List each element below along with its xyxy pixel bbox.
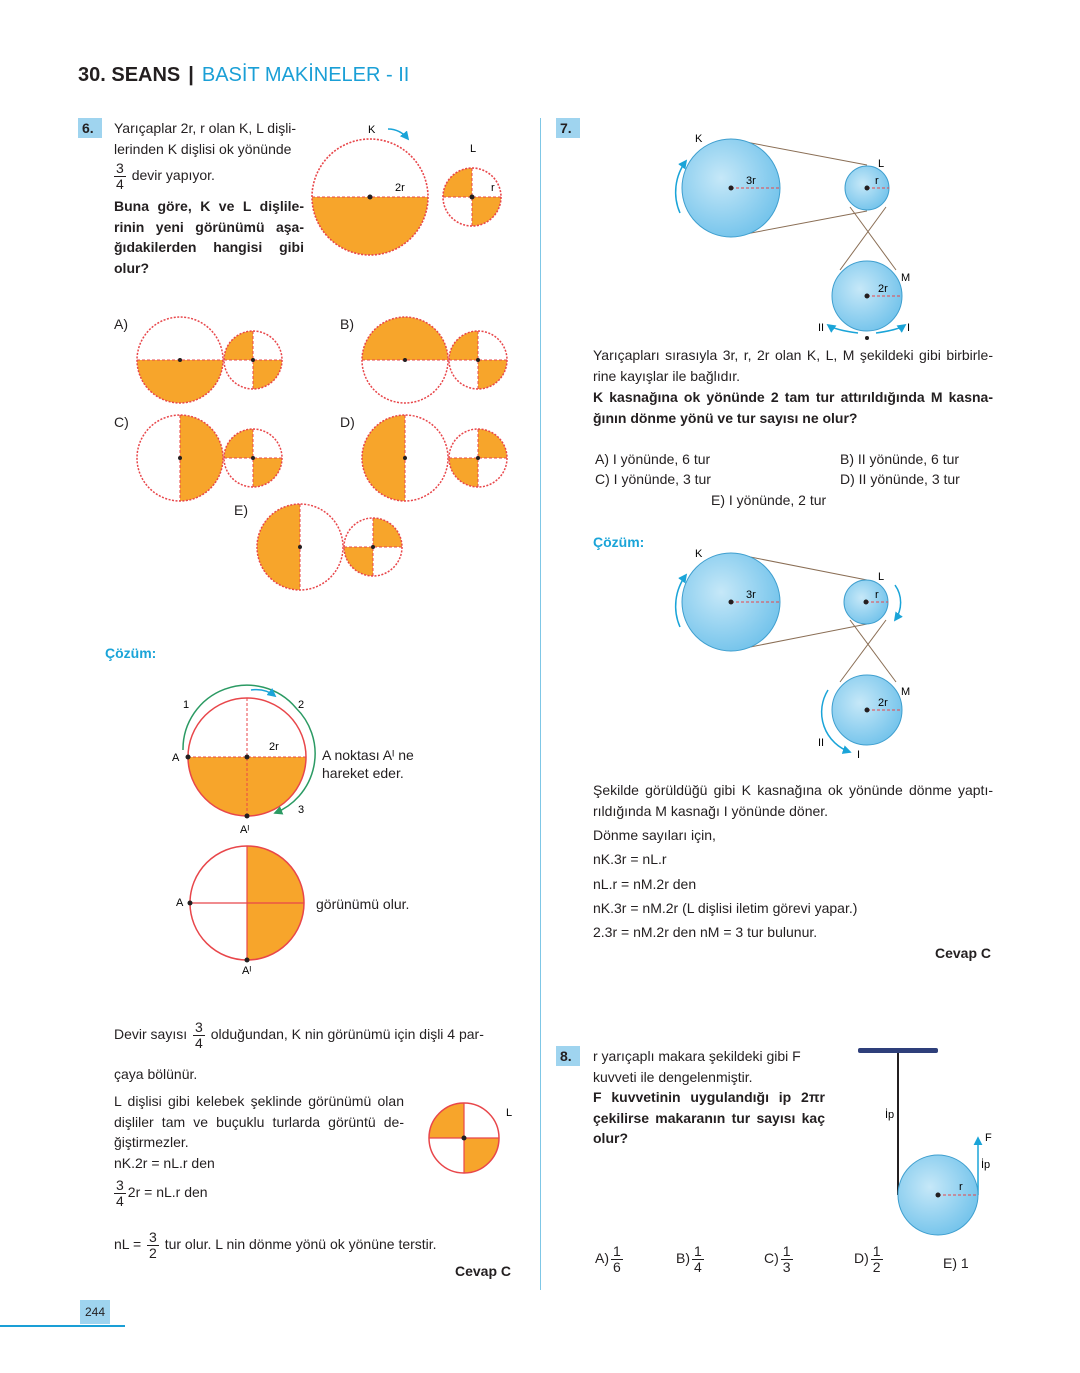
svg-text:1: 1	[183, 699, 190, 711]
svg-text:F: F	[985, 1132, 992, 1144]
svg-text:L: L	[506, 1107, 513, 1119]
q6-gears-figure	[300, 115, 530, 265]
q8-option-a[interactable]: A) $\frac{1}{6}$	[595, 1243, 621, 1275]
q6-option-c-figure[interactable]	[130, 410, 290, 510]
sol6-equation-2: $\frac{3}{4}$ 2r = nL.r den	[116, 1177, 208, 1209]
q6-option-a-figure[interactable]	[130, 312, 290, 412]
q6-option-c-label[interactable]: C)	[114, 414, 129, 430]
svg-text:II: II	[818, 737, 825, 749]
sol6-paragraph-1: Devir sayısı $\frac{3}{4}$ olduğundan, K nin görünümü için dişli 4 par-	[114, 1019, 484, 1051]
svg-text:İp: İp	[981, 1159, 991, 1171]
q6-bold-question: Buna göre, K ve L dişlile- rinin yeni görünümü aşa- ğıdakilerden hangisi gibi olur?	[114, 198, 304, 276]
q7-option-d[interactable]: D) II yönünde, 3 tur	[840, 471, 960, 487]
q8-pulley-figure	[845, 1040, 995, 1245]
sol6-caption-1: A noktası Aᴵ ne hareket eder.	[322, 747, 414, 781]
q6-option-d-figure[interactable]	[355, 410, 515, 510]
svg-text:A: A	[176, 897, 184, 909]
sol6-paragraph-2: çaya bölünür.	[114, 1066, 198, 1082]
q6-label-k: K	[368, 124, 376, 136]
svg-text:3r: 3r	[746, 589, 756, 601]
svg-text:K: K	[695, 133, 703, 145]
q6-option-e-label[interactable]: E)	[234, 502, 248, 518]
q6-arrow-icon	[388, 129, 408, 139]
svg-text:2r: 2r	[878, 697, 888, 709]
svg-text:A: A	[172, 752, 180, 764]
q8-option-d[interactable]: D) $\frac{1}{2}$	[854, 1243, 881, 1275]
q6-option-e-figure[interactable]	[250, 498, 410, 598]
q6-label-r: r	[491, 182, 495, 194]
header-separator: |	[188, 64, 194, 86]
q8-text: r yarıçaplı makara şekildeki gibi F kuvveti ile dengelenmiştir.	[593, 1048, 801, 1085]
svg-text:3: 3	[298, 804, 305, 816]
sol6-paragraph-3: L dişlisi gibi kelebek şeklinde görünümü olan dişliler tam ve buçuklu turlarda görüntü de- ğiştirmezler.	[114, 1093, 404, 1150]
svg-text:L: L	[878, 571, 885, 583]
q8-ceiling	[858, 1048, 938, 1053]
question-6-text	[114, 118, 304, 278]
sol6-caption-2: görünümü olur.	[316, 896, 410, 912]
sol6-gear-l-figure	[420, 1098, 520, 1188]
svg-text:I: I	[907, 322, 911, 334]
q7-text: Yarıçapları sırasıyla 3r, r, 2r olan K, L, M şekildeki gibi birbirle- rine kayışlar ile bağlıdır.	[593, 347, 993, 384]
sol7-text-1: Şekilde görüldüğü gibi K kasnağına ok yönünde dönme yaptı- rıldığında M kasnağı I yönünde döner.	[593, 782, 993, 819]
column-divider	[540, 118, 541, 1290]
q7-pulleys-figure	[660, 125, 930, 345]
sol7-equation-2: nL.r = nM.2r den	[593, 876, 697, 892]
q7-option-b[interactable]: B) II yönünde, 6 tur	[840, 451, 960, 467]
sol6-equation-3: nL = $\frac{3}{2}$ tur olur. L nin dönme yönü ok yönüne terstir.	[114, 1229, 437, 1261]
sol6-equation-1: nK.2r = nL.r den	[114, 1155, 215, 1171]
page-footer-bar	[0, 1325, 125, 1327]
q6-option-b-figure[interactable]	[355, 312, 515, 412]
svg-text:İp: İp	[885, 1109, 895, 1121]
q6-fraction: $\frac{3}{4}$	[116, 160, 124, 192]
svg-text:2r: 2r	[269, 741, 279, 753]
svg-text:M: M	[901, 686, 911, 698]
sol6-fraction-devir: $\frac{3}{4}$	[195, 1019, 203, 1051]
question-6-number: 6.	[78, 118, 102, 138]
q6-option-d-label[interactable]: D)	[340, 414, 355, 430]
page-number: 244	[80, 1300, 110, 1324]
q7-option-a[interactable]: A) I yönünde, 6 tur	[595, 451, 711, 467]
session-number: 30. SEANS	[78, 64, 181, 86]
q6-label-2r: 2r	[395, 182, 405, 194]
q8-option-b[interactable]: B) $\frac{1}{4}$	[676, 1243, 702, 1275]
sol6-answer: Cevap C	[455, 1263, 512, 1279]
sol7-equation-4: 2.3r = nM.2r den nM = 3 tur bulunur.	[593, 924, 818, 940]
q7-option-c[interactable]: C) I yönünde, 3 tur	[595, 471, 711, 487]
svg-text:3r: 3r	[746, 175, 756, 187]
page-header	[78, 64, 409, 87]
sol7-text-2: Dönme sayıları için,	[593, 827, 716, 843]
q7-option-e[interactable]: E) I yönünde, 2 tur	[711, 492, 827, 508]
q6-option-a-label[interactable]: A)	[114, 316, 128, 332]
solution-7-label: Çözüm:	[593, 534, 645, 550]
q6-line2: lerinden K dişlisi ok yönünde	[114, 140, 292, 157]
svg-text:I: I	[857, 749, 861, 761]
svg-text:Aᴵ: Aᴵ	[242, 965, 252, 977]
sol6-figure-2	[170, 840, 320, 980]
svg-text:2: 2	[298, 699, 305, 711]
q8-option-e[interactable]: E) 1	[943, 1255, 969, 1271]
question-7-number: 7.	[556, 118, 580, 138]
svg-text:r: r	[875, 175, 879, 187]
svg-text:r: r	[959, 1181, 963, 1193]
sol7-equation-1: nK.3r = nL.r	[593, 851, 667, 867]
q6-option-b-label[interactable]: B)	[340, 316, 354, 332]
sol7-equation-3: nK.3r = nM.2r (L dişlisi iletim görevi yapar.)	[593, 900, 858, 916]
svg-text:M: M	[901, 272, 911, 284]
svg-text:L: L	[878, 158, 885, 170]
topic-title: BASİT MAKİNELER - II	[201, 64, 410, 86]
q6-line1: Yarıçaplar 2r, r olan K, L dişli-	[114, 120, 297, 136]
question-8-text	[593, 1046, 825, 1149]
q6-gear-k-shaded	[312, 197, 428, 255]
q8-bold-question: F kuvvetinin uygulandığı ip 2πr çekilirse makaranın tur sayısı kaç olur?	[593, 1089, 825, 1146]
q6-fraction-line: $\frac{3}{4}$ devir yapıyor.	[116, 160, 215, 192]
sol7-pulleys-figure	[660, 540, 930, 770]
svg-text:r: r	[875, 589, 879, 601]
sol7-answer: Cevap C	[935, 945, 992, 961]
sol7-l-arrow-icon	[895, 585, 901, 620]
svg-text:2r: 2r	[878, 283, 888, 295]
q6-label-l: L	[470, 143, 477, 155]
question-8-number: 8.	[556, 1046, 580, 1066]
sol6-figure-1	[165, 678, 335, 838]
svg-text:Aᴵ: Aᴵ	[240, 824, 250, 836]
q7-bold-question: K kasnağına ok yönünde 2 tam tur attırıldığında M kasna- ğının dönme yönü ve tur sayısı ne olur?	[593, 389, 993, 426]
solution-6-label: Çözüm:	[105, 645, 157, 661]
q8-option-c[interactable]: C) $\frac{1}{3}$	[764, 1243, 791, 1275]
svg-text:K: K	[695, 548, 703, 560]
svg-text:II: II	[818, 322, 825, 334]
